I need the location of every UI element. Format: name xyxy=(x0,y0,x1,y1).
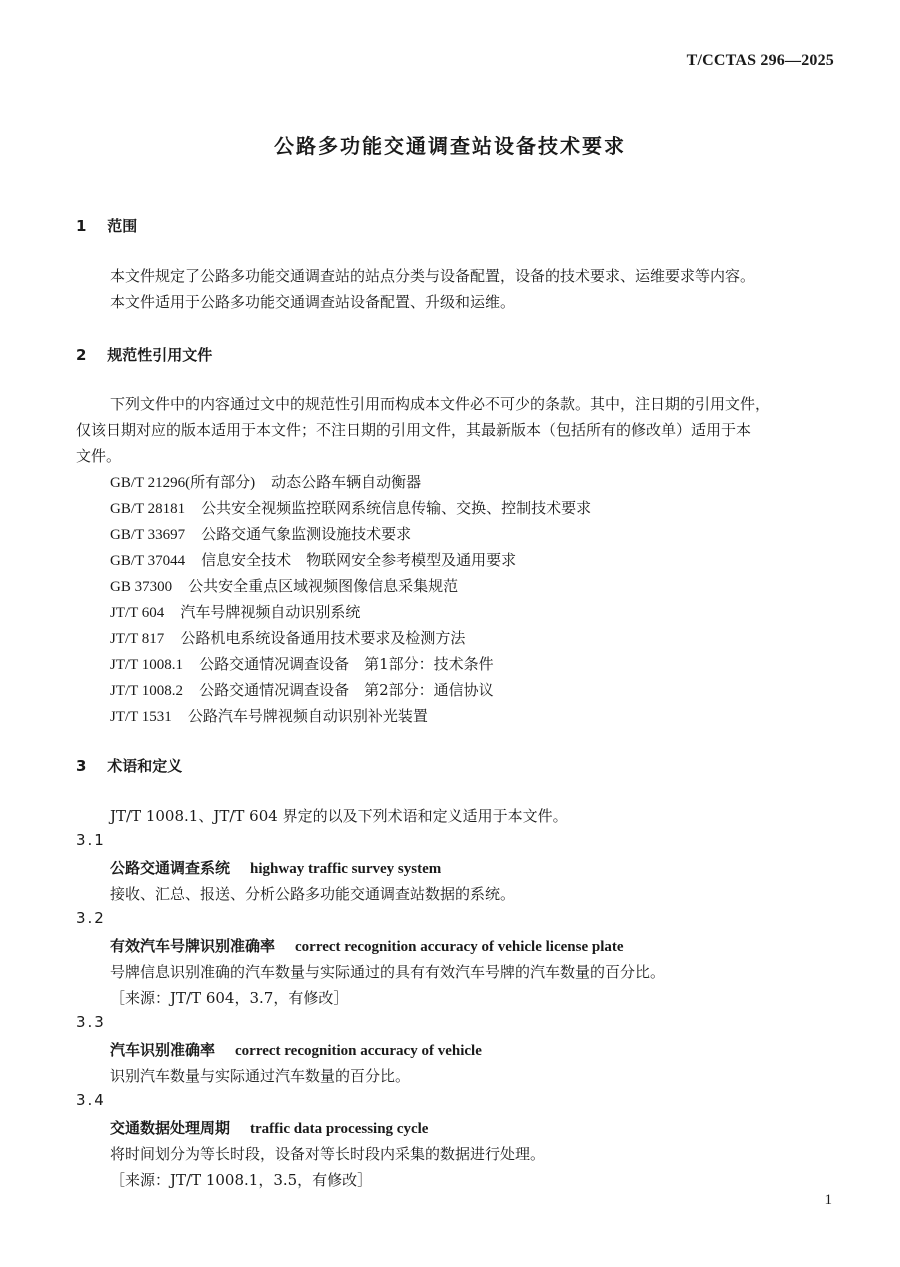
page-number: 1 xyxy=(824,1192,832,1208)
term-definition: 将时间划分为等长时段，设备对等长时段内采集的数据进行处理。 xyxy=(110,1145,546,1163)
term-number: 3.3 xyxy=(76,1013,106,1031)
paragraph: 仅该日期对应的版本适用于本文件；不注日期的引用文件，其最新版本（包括所有的修改单）适用于本 xyxy=(76,421,752,439)
reference-name: 公共安全视频监控联网系统信息传输、交换、控制技术要求 xyxy=(201,499,592,517)
reference-name: 公路交通情况调查设备 第2部分：通信协议 xyxy=(199,681,494,699)
section-title: 范围 xyxy=(107,217,138,235)
reference-item xyxy=(110,679,494,700)
section-title: 术语和定义 xyxy=(107,757,183,775)
term-name-zh: 交通数据处理周期 xyxy=(110,1119,231,1137)
term-source: ［来源：JT/T 1008.1，3.5，有修改］ xyxy=(110,1171,373,1189)
term-source: ［来源：JT/T 604，3.7，有修改］ xyxy=(110,989,349,1007)
reference-item xyxy=(110,705,428,726)
reference-code: JT/T 1008.1 xyxy=(110,657,184,673)
paragraph: JT/T 1008.1、JT/T 604 界定的以及下列术语和定义适用于本文件。 xyxy=(110,807,568,825)
reference-code: GB 37300 xyxy=(110,579,173,595)
term-name-en: traffic data processing cycle xyxy=(250,1121,429,1137)
section-2-heading xyxy=(76,344,212,365)
section-1-heading xyxy=(76,215,137,236)
reference-item xyxy=(110,575,458,596)
term-number: 3.4 xyxy=(76,1091,106,1109)
reference-item xyxy=(110,627,465,648)
term-name-zh: 汽车识别准确率 xyxy=(110,1041,216,1059)
paragraph: 本文件适用于公路多功能交通调查站设备配置、升级和运维。 xyxy=(110,293,516,311)
paragraph: 文件。 xyxy=(76,447,122,465)
term-definition: 识别汽车数量与实际通过汽车数量的百分比。 xyxy=(110,1067,411,1085)
reference-name: 公路机电系统设备通用技术要求及检测方法 xyxy=(180,629,466,647)
reference-item xyxy=(110,601,360,622)
reference-item xyxy=(110,653,494,674)
term-name-zh: 公路交通调查系统 xyxy=(110,859,231,877)
reference-item xyxy=(110,497,591,518)
standard-id: T/CCTAS 296—2025 xyxy=(686,52,834,69)
reference-item xyxy=(110,549,516,570)
reference-code: JT/T 1531 xyxy=(110,709,172,725)
reference-code: GB/T 28181 xyxy=(110,501,186,517)
term-title xyxy=(110,935,624,956)
term-name-en: correct recognition accuracy of vehicle xyxy=(235,1043,482,1059)
reference-code: JT/T 1008.2 xyxy=(110,683,184,699)
reference-name: 公路交通气象监测设施技术要求 xyxy=(201,525,412,543)
reference-item xyxy=(110,471,421,492)
reference-code: JT/T 817 xyxy=(110,631,165,647)
reference-code: GB/T 37044 xyxy=(110,553,186,569)
term-name-en: highway traffic survey system xyxy=(250,861,442,877)
reference-name: 公路交通情况调查设备 第1部分：技术条件 xyxy=(199,655,494,673)
reference-item xyxy=(110,523,411,544)
term-definition: 接收、汇总、报送、分析公路多功能交通调查站数据的系统。 xyxy=(110,885,516,903)
reference-code: GB/T 21296(所有部分) xyxy=(110,475,256,491)
section-number: 3 xyxy=(76,757,87,775)
term-number: 3.2 xyxy=(76,909,106,927)
term-number: 3.1 xyxy=(76,831,106,849)
section-3-heading xyxy=(76,755,182,776)
reference-name: 公共安全重点区域视频图像信息采集规范 xyxy=(188,577,459,595)
document-title: 公路多功能交通调查站设备技术要求 xyxy=(274,134,626,158)
term-title xyxy=(110,1117,428,1138)
term-name-en: correct recognition accuracy of vehicle license plate xyxy=(295,939,624,955)
paragraph: 下列文件中的内容通过文中的规范性引用而构成本文件必不可少的条款。其中，注日期的引用文件， xyxy=(110,395,771,413)
reference-code: JT/T 604 xyxy=(110,605,165,621)
section-number: 1 xyxy=(76,217,87,235)
term-title xyxy=(110,857,441,878)
section-number: 2 xyxy=(76,346,87,364)
reference-name: 公路汽车号牌视频自动识别补光装置 xyxy=(187,707,428,725)
term-definition: 号牌信息识别准确的汽车数量与实际通过的具有有效汽车号牌的汽车数量的百分比。 xyxy=(110,963,666,981)
reference-name: 汽车号牌视频自动识别系统 xyxy=(180,603,361,621)
paragraph: 本文件规定了公路多功能交通调查站的站点分类与设备配置，设备的技术要求、运维要求等内容。 xyxy=(110,267,756,285)
reference-name: 信息安全技术 物联网安全参考模型及通用要求 xyxy=(201,551,517,569)
section-title: 规范性引用文件 xyxy=(107,346,213,364)
term-name-zh: 有效汽车号牌识别准确率 xyxy=(110,937,276,955)
reference-code: GB/T 33697 xyxy=(110,527,186,543)
reference-name: 动态公路车辆自动衡器 xyxy=(271,473,422,491)
term-title xyxy=(110,1039,482,1060)
